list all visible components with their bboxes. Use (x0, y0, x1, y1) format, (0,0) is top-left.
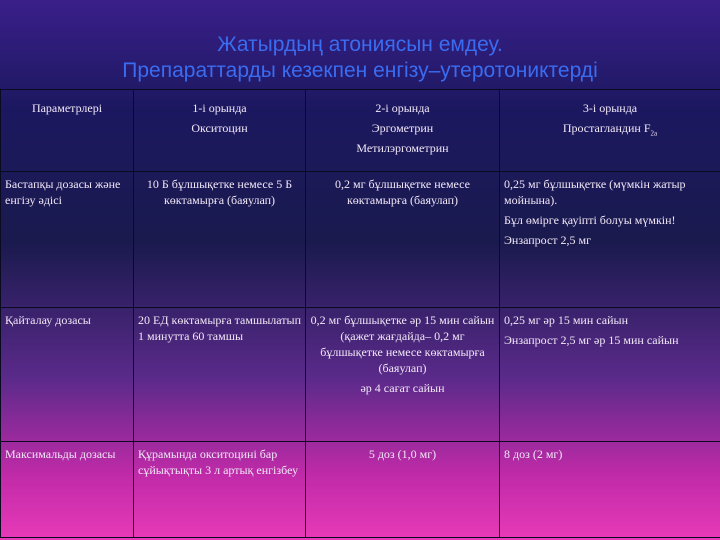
row1-col3 (500, 172, 720, 308)
header-parameters-label: Параметрлері (31, 101, 103, 115)
row2-col3-para-2: Энзапрост 2,5 мг әр 15 мин сайын (504, 333, 679, 347)
row2-param: Қайталау дозасы (1, 308, 134, 442)
table-row (1, 442, 720, 538)
row1-col3-para-2: Бұл өмірге қауіпті болуы мүмкін! (504, 213, 676, 227)
row2-col3 (500, 308, 720, 442)
row3-param: Максимальды дозасы (1, 442, 134, 538)
title-line-2: Препараттарды кезекпен енгізу–утеротониктерді (122, 59, 598, 82)
header-col-3-drug-name: Простагландин F (562, 121, 651, 135)
table-row (1, 172, 720, 308)
header-col-1 (134, 90, 306, 172)
row1-col1: 10 Б бұлшықетке немесе 5 Б көктамырға (баяулап) (134, 172, 306, 308)
header-col-3 (500, 90, 720, 172)
header-col-2-drug-alt: Метилэргометрин (356, 141, 449, 155)
row3-col1: Құрамында окситоцині бар сұйықтықты 3 л артық енгізбеу (134, 442, 306, 538)
header-col-2-drug: Эргометрин (371, 121, 434, 135)
title-line-1: Жатырдың атониясын емдеу. (217, 33, 503, 56)
header-col-3-drug (504, 120, 716, 141)
dosage-table (0, 89, 720, 538)
row1-col2: 0,2 мг бұлшықетке немесе көктамырға (баяулап) (306, 172, 500, 308)
row1-col3-para-3: Энзапрост 2,5 мг (504, 233, 592, 247)
header-col-1-drug: Окситоцин (191, 121, 248, 135)
table-header-row (1, 90, 720, 172)
row2-col2-para-2: әр 4 сағат сайын (360, 381, 445, 395)
row1-param: Бастапқы дозасы және енгізу әдісі (1, 172, 134, 308)
header-parameters (1, 90, 134, 172)
row2-col2 (306, 308, 500, 442)
row3-col3: 8 доз (2 мг) (500, 442, 720, 538)
header-col-2-rank: 2-і орында (375, 101, 430, 115)
row2-col2-para-1: 0,2 мг бұлшықетке әр 15 мин сайын (қажет жағдайда– 0,2 мг бұлшықетке немесе көктамырға (баяулап) (310, 313, 495, 375)
header-col-3-subscript: 2a (650, 129, 658, 138)
row3-col2: 5 доз (1,0 мг) (306, 442, 500, 538)
header-col-1-rank: 1-і орында (192, 101, 247, 115)
row2-col1: 20 ЕД көктамырға тамшылатып 1 минутта 60 тамшы (134, 308, 306, 442)
table-row (1, 308, 720, 442)
row2-col3-para-1: 0,25 мг әр 15 мин сайын (504, 313, 628, 327)
header-col-3-rank: 3-і орында (582, 101, 638, 115)
header-col-2 (306, 90, 500, 172)
slide-title (0, 32, 720, 84)
row1-col3-para-1: 0,25 мг бұлшықетке (мүмкін жатыр мойнына). (504, 177, 686, 207)
